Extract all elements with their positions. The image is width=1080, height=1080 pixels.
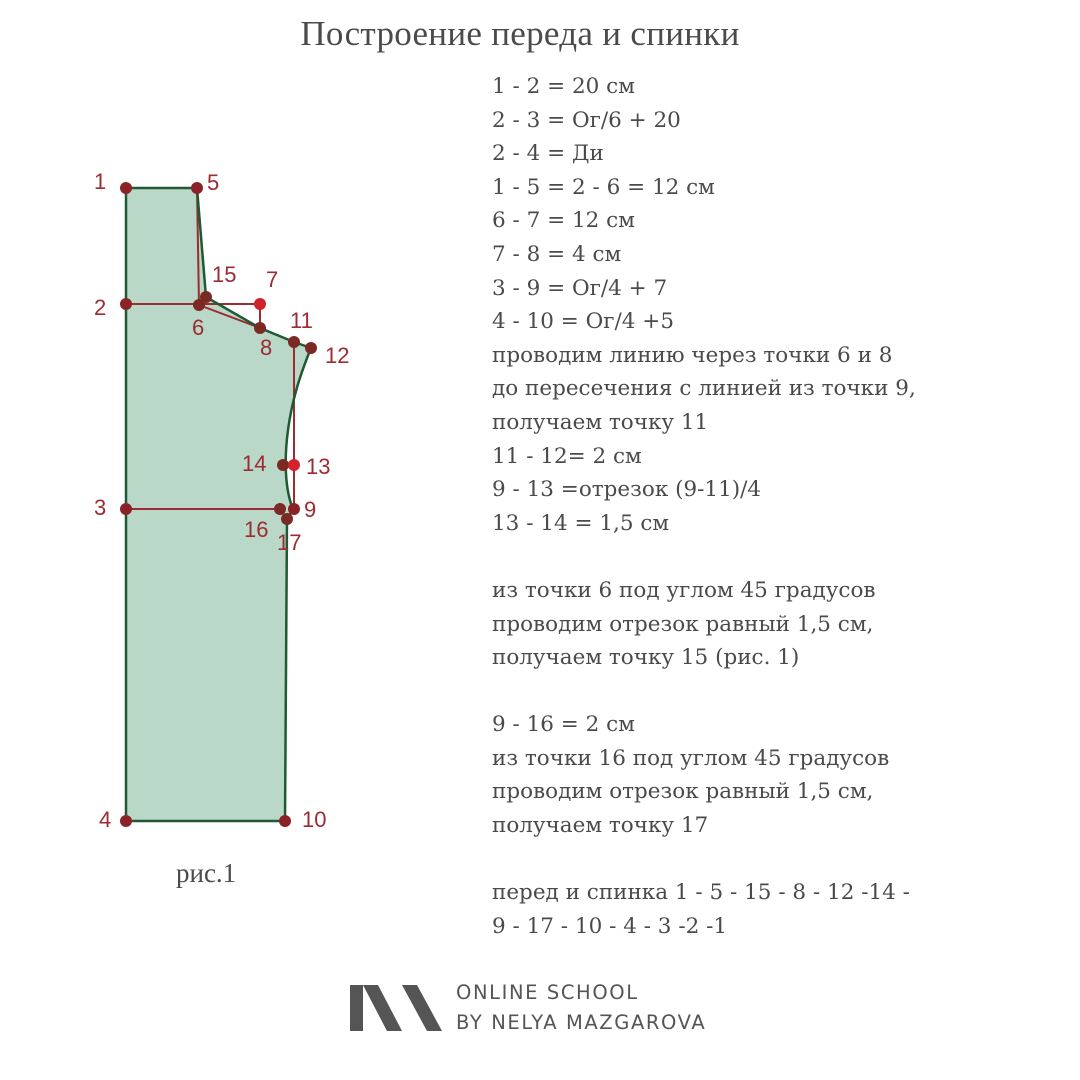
spacer (492, 540, 1072, 574)
step: 1 - 5 = 2 - 6 = 12 см (492, 174, 715, 200)
instructions (492, 70, 1072, 943)
note-15-line: получаем точку 15 (рис. 1) (492, 645, 800, 671)
label-3: 3 (94, 495, 107, 520)
step: 7 - 8 = 4 см (492, 241, 622, 267)
pattern-diagram (0, 0, 480, 900)
point-8 (254, 322, 266, 334)
label-14: 14 (242, 451, 267, 476)
step: 11 - 12= 2 см (492, 443, 642, 469)
note-17-line: из точки 16 под углом 45 градусов (492, 745, 890, 771)
logo-line-2: BY NELYA MAZGAROVA (456, 1011, 707, 1034)
point-12 (305, 342, 317, 354)
point-7 (254, 298, 266, 310)
step: 4 - 10 = Ог/4 +5 (492, 309, 674, 335)
point-3 (120, 503, 132, 515)
label-6: 6 (192, 315, 205, 340)
label-17: 17 (277, 530, 302, 555)
point-16 (274, 503, 286, 515)
figure-caption: рис.1 (176, 858, 237, 888)
label-2: 2 (94, 295, 107, 320)
spacer (492, 843, 1072, 877)
point-10 (279, 815, 291, 827)
note-15-line: из точки 6 под углом 45 градусов (492, 577, 876, 603)
step: получаем точку 11 (492, 409, 709, 435)
step: 1 - 2 = 20 см (492, 74, 635, 99)
label-16: 16 (244, 517, 269, 542)
outline-order-line: перед и спинка 1 - 5 - 15 - 8 - 12 -14 - (492, 880, 910, 906)
step: 9 - 13 =отрезок (9-11)/4 (492, 477, 762, 503)
note-17-line: получаем точку 17 (492, 813, 709, 839)
point-17 (281, 513, 293, 525)
point-9 (288, 503, 300, 515)
step: 13 - 14 = 1,5 см (492, 510, 670, 536)
point-4 (120, 815, 132, 827)
outline-order-line: 9 - 17 - 10 - 4 - 3 -2 -1 (492, 913, 728, 939)
label-5: 5 (207, 170, 220, 195)
point-11 (288, 336, 300, 348)
label-12: 12 (325, 343, 350, 368)
point-13 (288, 459, 300, 471)
label-13: 13 (306, 454, 331, 479)
label-8: 8 (260, 335, 273, 360)
page-title: Построение переда и спинки (300, 14, 740, 53)
label-9: 9 (304, 497, 317, 522)
step: 3 - 9 = Ог/4 + 7 (492, 275, 668, 301)
school-logo (350, 978, 706, 1038)
label-15: 15 (212, 262, 237, 287)
step: 2 - 4 = Ди (492, 141, 604, 167)
note-15-line: проводим отрезок равный 1,5 см, (492, 611, 874, 637)
label-10: 10 (302, 807, 327, 832)
label-4: 4 (99, 807, 112, 832)
logo-text (456, 978, 706, 1038)
note-17-line: 9 - 16 = 2 см (492, 712, 635, 738)
step: 2 - 3 = Ог/6 + 20 (492, 107, 681, 133)
note-17-line: проводим отрезок равный 1,5 см, (492, 779, 874, 805)
point-5 (191, 182, 203, 194)
label-1: 1 (94, 169, 107, 194)
point-2 (120, 298, 132, 310)
point-1 (120, 182, 132, 194)
point-14 (277, 459, 289, 471)
logo-line-1: ONLINE SCHOOL (456, 981, 639, 1004)
spacer (492, 675, 1072, 709)
nm-logo-mark-icon (350, 981, 442, 1035)
point-6 (193, 299, 205, 311)
label-11: 11 (290, 308, 313, 333)
label-7: 7 (266, 267, 279, 292)
step: до пересечения с линией из точки 9, (492, 376, 916, 402)
step: 6 - 7 = 12 см (492, 208, 635, 234)
step: проводим линию через точки 6 и 8 (492, 342, 893, 368)
